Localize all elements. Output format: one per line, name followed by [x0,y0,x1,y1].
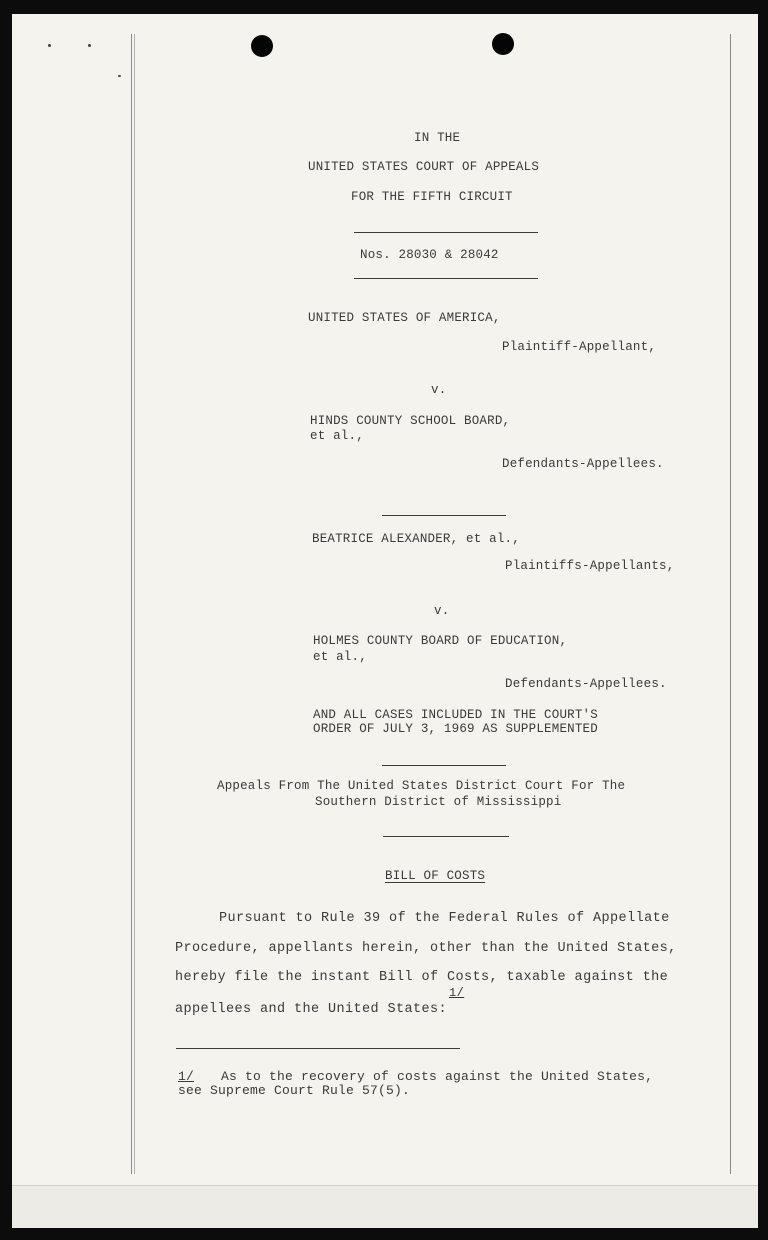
footnote-reference: 1/ [449,986,465,1000]
included-cases-line1: AND ALL CASES INCLUDED IN THE COURT'S [313,708,598,722]
party-plaintiff-role-1: Plaintiff-Appellant, [502,340,657,354]
body-line-1: Pursuant to Rule 39 of the Federal Rules of Appellate [219,911,670,926]
punch-hole-left [251,35,273,57]
speck [88,44,91,47]
document-title: BILL OF COSTS [385,869,486,883]
party-defendant-1-line2: et al., [310,429,364,443]
rule-above-title [383,836,509,837]
body-line-2: Procedure, appellants herein, other than the United States, [175,941,677,956]
party-defendant-1-line1: HINDS COUNTY SCHOOL BOARD, [310,414,511,428]
speck [118,75,121,77]
case-numbers: Nos. 28030 & 28042 [360,248,499,262]
footnote-line1: As to the recovery of costs against the United States, [221,1069,654,1084]
margin-line-left-outer [131,34,132,1174]
page-bottom-edge [12,1185,758,1228]
footnote-marker: 1/ [178,1069,195,1084]
party-plaintiff-2: BEATRICE ALEXANDER, et al., [312,532,520,546]
rule-above-appeal [382,765,506,766]
rule-between-cases [382,515,506,516]
party-defendant-role-2: Defendants-Appellees. [505,677,667,691]
body-line-4: appellees and the United States: [175,1002,448,1017]
rule-below-case-numbers [354,278,538,279]
body-line-3: hereby file the instant Bill of Costs, taxable against the [175,970,669,985]
punch-hole-right [492,33,514,55]
party-defendant-2-line1: HOLMES COUNTY BOARD OF EDUCATION, [313,634,568,648]
included-cases-line2: ORDER OF JULY 3, 1969 AS SUPPLEMENTED [313,722,598,736]
versus-1: v. [431,383,447,397]
appeal-from-line2: Southern District of Mississippi [315,795,562,809]
versus-2: v. [434,604,450,618]
party-defendant-role-1: Defendants-Appellees. [502,457,664,471]
caption-court-name: UNITED STATES COURT OF APPEALS [308,160,540,174]
appeal-from-line1: Appeals From The United States District Court For The [217,779,626,793]
footnote-separator [176,1048,460,1049]
margin-line-right [730,34,731,1174]
caption-circuit: FOR THE FIFTH CIRCUIT [351,190,513,204]
party-plaintiff-role-2: Plaintiffs-Appellants, [505,559,675,573]
party-plaintiff-1: UNITED STATES OF AMERICA, [308,311,501,325]
footnote-line2: see Supreme Court Rule 57(5). [178,1083,411,1098]
caption-in-the: IN THE [414,131,461,145]
document-page [12,14,758,1228]
speck [48,44,51,47]
rule-above-case-numbers [354,232,538,233]
party-defendant-2-line2: et al., [313,650,367,664]
margin-line-left-inner [134,34,135,1174]
